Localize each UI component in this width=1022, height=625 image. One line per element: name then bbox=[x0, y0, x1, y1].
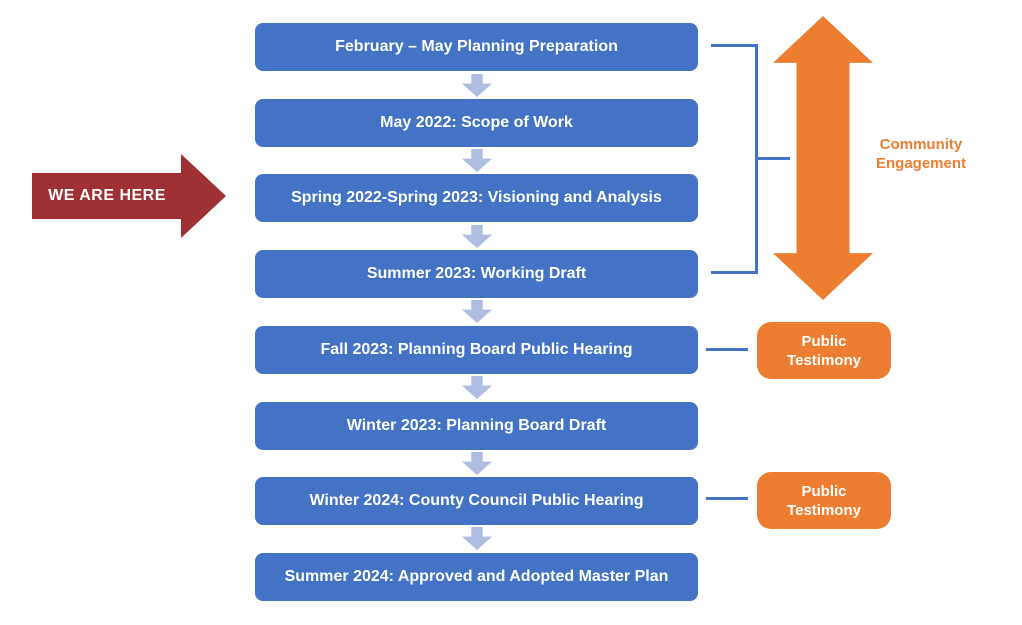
stage-visioning-analysis: Spring 2022-Spring 2023: Visioning and Analysis bbox=[255, 174, 698, 222]
we-are-here-marker bbox=[32, 173, 182, 219]
public-testimony-badge: Public Testimony bbox=[757, 322, 891, 379]
bracket-middle-stub bbox=[755, 157, 790, 160]
down-arrow-icon bbox=[462, 149, 492, 172]
testimony-connector-line bbox=[706, 348, 748, 351]
testimony-connector-line bbox=[706, 497, 748, 500]
bracket-bottom-line bbox=[711, 271, 757, 274]
public-testimony-badge: Public Testimony bbox=[757, 472, 891, 529]
down-arrow-icon bbox=[462, 74, 492, 97]
down-arrow-icon bbox=[462, 527, 492, 550]
down-arrow-icon bbox=[462, 225, 492, 248]
stage-adopted-master-plan: Summer 2024: Approved and Adopted Master Plan bbox=[255, 553, 698, 601]
down-arrow-icon bbox=[462, 300, 492, 323]
stage-scope-of-work: May 2022: Scope of Work bbox=[255, 99, 698, 147]
stage-working-draft: Summer 2023: Working Draft bbox=[255, 250, 698, 298]
down-arrow-icon bbox=[462, 452, 492, 475]
we-are-here-arrowhead-icon bbox=[181, 154, 226, 238]
bracket-top-line bbox=[711, 44, 757, 47]
we-are-here-label: WE ARE HERE bbox=[48, 187, 166, 204]
down-arrow-icon bbox=[462, 376, 492, 399]
stage-planning-preparation: February – May Planning Preparation bbox=[255, 23, 698, 71]
stage-planning-board-hearing: Fall 2023: Planning Board Public Hearing bbox=[255, 326, 698, 374]
community-engagement-label: Community Engagement bbox=[875, 136, 966, 172]
stage-county-council-hearing: Winter 2024: County Council Public Hearing bbox=[255, 477, 698, 525]
stage-planning-board-draft: Winter 2023: Planning Board Draft bbox=[255, 402, 698, 450]
